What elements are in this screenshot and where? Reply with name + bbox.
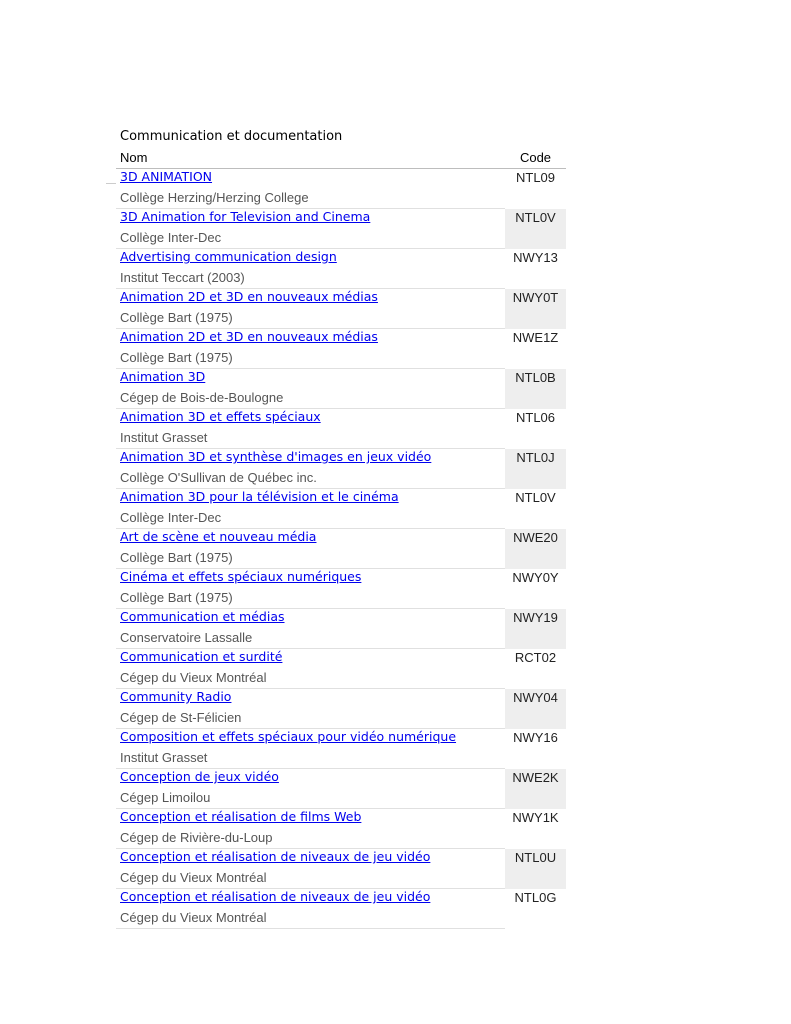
program-link[interactable]: Community Radio	[120, 689, 232, 704]
program-code: NWE2K	[512, 770, 559, 785]
code-cell	[505, 489, 566, 529]
table-row	[116, 609, 566, 649]
name-cell	[116, 689, 505, 729]
code-cell	[505, 849, 566, 889]
institution-name: Collège Bart (1975)	[120, 350, 233, 365]
program-code: NTL09	[515, 170, 556, 185]
program-link[interactable]: Animation 3D pour la télévision et le cinéma	[120, 489, 399, 504]
program-link[interactable]: Conception et réalisation de films Web	[120, 809, 362, 824]
institution-name: Collège O'Sullivan de Québec inc.	[120, 470, 317, 485]
program-code: RCT02	[514, 650, 557, 665]
header-code: Code	[519, 150, 552, 165]
table-row	[116, 489, 566, 529]
institution-name: Cégep de Rivière-du-Loup	[120, 830, 273, 845]
institution-name: Collège Bart (1975)	[120, 310, 233, 325]
table-row	[116, 529, 566, 569]
institution-name: Cégep du Vieux Montréal	[120, 670, 267, 685]
program-link[interactable]: Conception de jeux vidéo	[120, 769, 279, 784]
institution-name: Institut Grasset	[120, 750, 208, 765]
name-cell	[116, 369, 505, 409]
program-link[interactable]: Conception et réalisation de niveaux de jeu vidéo	[120, 889, 431, 904]
table-row	[116, 369, 566, 409]
code-cell	[505, 369, 566, 409]
program-link[interactable]: Art de scène et nouveau média	[120, 529, 317, 544]
name-cell	[116, 289, 505, 329]
table-row	[116, 329, 566, 369]
program-link[interactable]: 3D ANIMATION	[120, 169, 213, 184]
name-cell	[116, 889, 505, 929]
table-row	[116, 809, 566, 849]
name-cell	[116, 609, 505, 649]
name-cell	[116, 569, 505, 609]
institution-name: Collège Bart (1975)	[120, 550, 233, 565]
table-row	[116, 729, 566, 769]
table-row	[116, 449, 566, 489]
program-link[interactable]: Animation 3D et synthèse d'images en jeux vidéo	[120, 449, 432, 464]
institution-name: Institut Teccart (2003)	[120, 270, 245, 285]
table-header	[116, 147, 566, 169]
institution-name: Cégep Limoilou	[120, 790, 211, 805]
program-code: NWY04	[513, 690, 558, 705]
program-link[interactable]: Animation 3D et effets spéciaux	[120, 409, 321, 424]
institution-name: Cégep de St-Félicien	[120, 710, 242, 725]
program-code: NWY1K	[512, 810, 559, 825]
program-link[interactable]: Animation 2D et 3D en nouveaux médias	[120, 289, 378, 304]
table-row	[116, 289, 566, 329]
name-cell	[116, 809, 505, 849]
program-code: NWY0T	[512, 290, 559, 305]
code-cell	[505, 329, 566, 369]
name-cell	[116, 649, 505, 689]
code-cell	[505, 569, 566, 609]
program-code: NTL0U	[514, 850, 557, 865]
institution-name: Cégep du Vieux Montréal	[120, 870, 267, 885]
program-link[interactable]: Communication et surdité	[120, 649, 283, 664]
name-cell	[116, 449, 505, 489]
institution-name: Collège Inter-Dec	[120, 230, 222, 245]
program-link[interactable]: Animation 3D	[120, 369, 206, 384]
table-row	[116, 689, 566, 729]
program-code: NTL0J	[516, 450, 555, 465]
name-cell	[116, 409, 505, 449]
code-cell	[505, 409, 566, 449]
code-cell	[505, 249, 566, 289]
institution-name: Cégep du Vieux Montréal	[120, 910, 267, 925]
institution-name: Cégep de Bois-de-Boulogne	[120, 390, 284, 405]
name-cell	[116, 209, 505, 249]
code-cell	[505, 609, 566, 649]
institution-name: Institut Grasset	[120, 430, 208, 445]
program-link[interactable]: Advertising communication design	[120, 249, 337, 264]
program-code: NWE20	[513, 530, 558, 545]
program-code: NTL0B	[515, 370, 556, 385]
code-cell	[505, 289, 566, 329]
name-cell	[116, 489, 505, 529]
section-title: Communication et documentation	[120, 129, 343, 144]
name-cell	[116, 329, 505, 369]
name-cell	[116, 769, 505, 809]
code-cell	[505, 689, 566, 729]
program-link[interactable]: Cinéma et effets spéciaux numériques	[120, 569, 362, 584]
code-cell	[505, 649, 566, 689]
code-cell	[505, 769, 566, 809]
institution-name: Collège Herzing/Herzing College	[120, 190, 309, 205]
program-code: NTL0V	[515, 490, 556, 505]
program-code: NWY16	[513, 730, 558, 745]
table-row	[116, 889, 566, 929]
program-link[interactable]: Animation 2D et 3D en nouveaux médias	[120, 329, 378, 344]
institution-name: Collège Bart (1975)	[120, 590, 233, 605]
program-code: NWY13	[513, 250, 558, 265]
program-code: NWE1Z	[512, 330, 559, 345]
program-code: NTL0G	[514, 890, 557, 905]
code-cell	[505, 889, 566, 929]
institution-name: Collège Inter-Dec	[120, 510, 222, 525]
table-row	[116, 569, 566, 609]
table-row	[116, 769, 566, 809]
code-cell	[505, 209, 566, 249]
name-cell	[116, 729, 505, 769]
code-cell	[505, 729, 566, 769]
program-link[interactable]: 3D Animation for Television and Cinema	[120, 209, 371, 224]
name-cell	[116, 249, 505, 289]
name-cell	[116, 169, 505, 209]
program-link[interactable]: Communication et médias	[120, 609, 285, 624]
table-row	[116, 209, 566, 249]
program-table-body	[116, 169, 566, 929]
name-cell	[116, 529, 505, 569]
program-code: NTL06	[515, 410, 556, 425]
institution-name: Conservatoire Lassalle	[120, 630, 253, 645]
program-code: NWY0Y	[512, 570, 559, 585]
table-row	[116, 409, 566, 449]
program-link[interactable]: Composition et effets spéciaux pour vidéo numérique	[120, 729, 457, 744]
header-nom: Nom	[120, 150, 148, 165]
name-cell	[116, 849, 505, 889]
program-link[interactable]: Conception et réalisation de niveaux de jeu vidéo	[120, 849, 431, 864]
code-cell	[505, 529, 566, 569]
code-cell	[505, 449, 566, 489]
program-code: NTL0V	[515, 210, 556, 225]
row-marker	[106, 183, 116, 184]
code-cell	[505, 169, 566, 209]
code-cell	[505, 809, 566, 849]
table-row	[116, 249, 566, 289]
table-row	[116, 649, 566, 689]
table-row	[116, 169, 566, 209]
program-code: NWY19	[513, 610, 558, 625]
table-row	[116, 849, 566, 889]
